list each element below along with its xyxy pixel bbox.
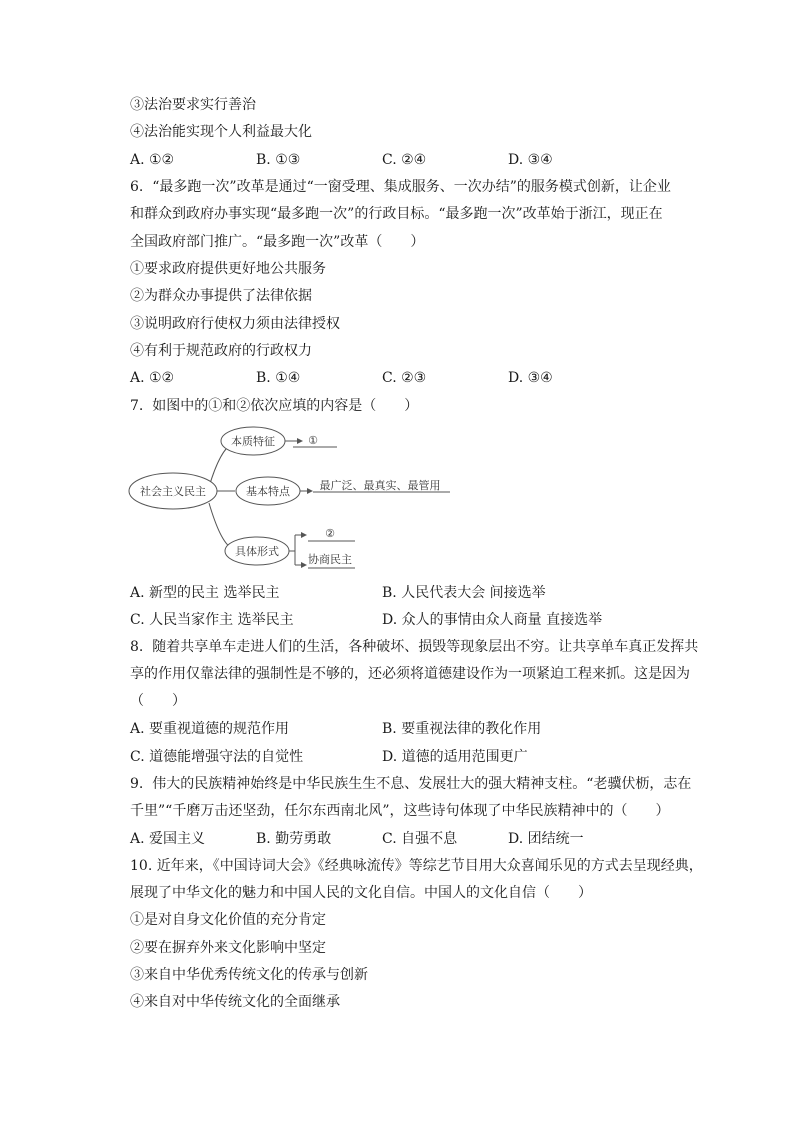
q9-stem-line-2: 千里”“千磨万击还坚劲，任尔东西南北风”，这些诗句体现了中华民族精神中的（ ） xyxy=(130,803,670,819)
q7-option-b: B. 人民代表大会 间接选举 xyxy=(382,585,546,601)
q5-statement-4: ④法治能实现个人利益最大化 xyxy=(130,124,312,140)
q7-stem: 7. 如图中的①和②依次应填的内容是（ ） xyxy=(130,398,419,414)
arrow-1-head xyxy=(297,438,303,444)
blank-1: ① xyxy=(308,434,318,447)
q8-option-d: D. 道德的适用范围更广 xyxy=(382,749,528,765)
q6-option-c: C. ②③ xyxy=(382,370,427,386)
q10-statement-4: ④来自对中华传统文化的全面继承 xyxy=(130,994,340,1010)
q6-option-b: B. ①④ xyxy=(256,370,301,386)
q6-option-d: D. ③④ xyxy=(508,370,553,386)
q10-statement-3: ③来自中华优秀传统文化的传承与创新 xyxy=(130,967,368,983)
features-text: 最广泛、最真实、最管用 xyxy=(319,479,441,492)
node-forms-label: 具体形式 xyxy=(235,545,279,558)
q9-stem-line-1: 9. 伟大的民族精神始终是中华民族生生不息、发展壮大的强大精神支柱。“老骥伏枥，志在 xyxy=(130,776,692,792)
q6-statement-4: ④有利于规范政府的行政权力 xyxy=(130,343,312,359)
center-label: 社会主义民主 xyxy=(140,485,206,498)
q7-option-c: C. 人民当家作主 选举民主 xyxy=(130,612,294,628)
q10-statement-1: ①是对自身文化价值的充分肯定 xyxy=(130,912,326,928)
arrow-4-head xyxy=(301,562,307,568)
q6-statement-1: ①要求政府提供更好地公共服务 xyxy=(130,261,326,277)
q9-option-c: C. 自强不息 xyxy=(382,831,458,847)
q9-option-a: A. 爱国主义 xyxy=(130,831,206,847)
node-essence-label: 本质特征 xyxy=(231,435,275,448)
q7-option-a: A. 新型的民主 选举民主 xyxy=(130,585,280,601)
blank-2: ② xyxy=(325,527,335,540)
arrow-2-head xyxy=(307,488,313,494)
q8-option-a: A. 要重视道德的规范作用 xyxy=(130,721,290,737)
q6-stem-line-2: 和群众到政府办事实现“最多跑一次”的行政目标。“最多跑一次”改革始于浙江，现正在 xyxy=(130,206,663,222)
q5-option-a: A. ①② xyxy=(130,152,175,168)
q10-stem-line-1: 10. 近年来，《中国诗词大会》《经典咏流传》等综艺节目用大众喜闻乐见的方式去呈现经典， xyxy=(130,858,703,874)
q9-option-d: D. 团结统一 xyxy=(508,831,584,847)
q5-statement-3: ③法治要求实行善治 xyxy=(130,97,256,113)
node-features-label: 基本特点 xyxy=(246,485,290,498)
q5-option-c: C. ②④ xyxy=(382,152,427,168)
q5-option-b: B. ①③ xyxy=(256,152,301,168)
q7-option-d: D. 众人的事情由众人商量 直接选举 xyxy=(382,612,603,628)
q5-option-d: D. ③④ xyxy=(508,152,553,168)
q8-option-b: B. 要重视法律的教化作用 xyxy=(382,721,542,737)
q6-stem-line-3: 全国政府部门推广。“最多跑一次”改革（ ） xyxy=(130,234,425,250)
q8-stem-line-2: 享的作用仅靠法律的强制性是不够的，还必须将道德建设作为一项紧迫工程来抓。这是因为 xyxy=(130,666,690,682)
q6-stem-line-1: 6. “最多跑一次”改革是通过“一窗受理、集成服务、一次办结”的服务模式创新，让企业 xyxy=(130,179,671,195)
q6-statement-3: ③说明政府行使权力须由法律授权 xyxy=(130,316,340,332)
consultative-text: 协商民主 xyxy=(308,553,352,566)
q8-stem-line-1: 8. 随着共享单车走进人们的生活，各种破坏、损毁等现象层出不穷。让共享单车真正发挥共 xyxy=(130,639,699,655)
q8-stem-line-3: （ ） xyxy=(130,693,186,709)
q8-option-c: C. 道德能增强守法的自觉性 xyxy=(130,749,304,765)
q6-statement-2: ②为群众办事提供了法律依据 xyxy=(130,288,312,304)
q10-stem-line-2: 展现了中华文化的魅力和中国人民的文化自信。中国人的文化自信（ ） xyxy=(130,885,592,901)
q10-statement-2: ②要在摒弃外来文化影响中坚定 xyxy=(130,940,326,956)
democracy-mind-map xyxy=(125,425,465,575)
q9-option-b: B. 勤劳勇敢 xyxy=(256,831,332,847)
arrow-3-head xyxy=(301,532,307,538)
q6-option-a: A. ①② xyxy=(130,370,175,386)
